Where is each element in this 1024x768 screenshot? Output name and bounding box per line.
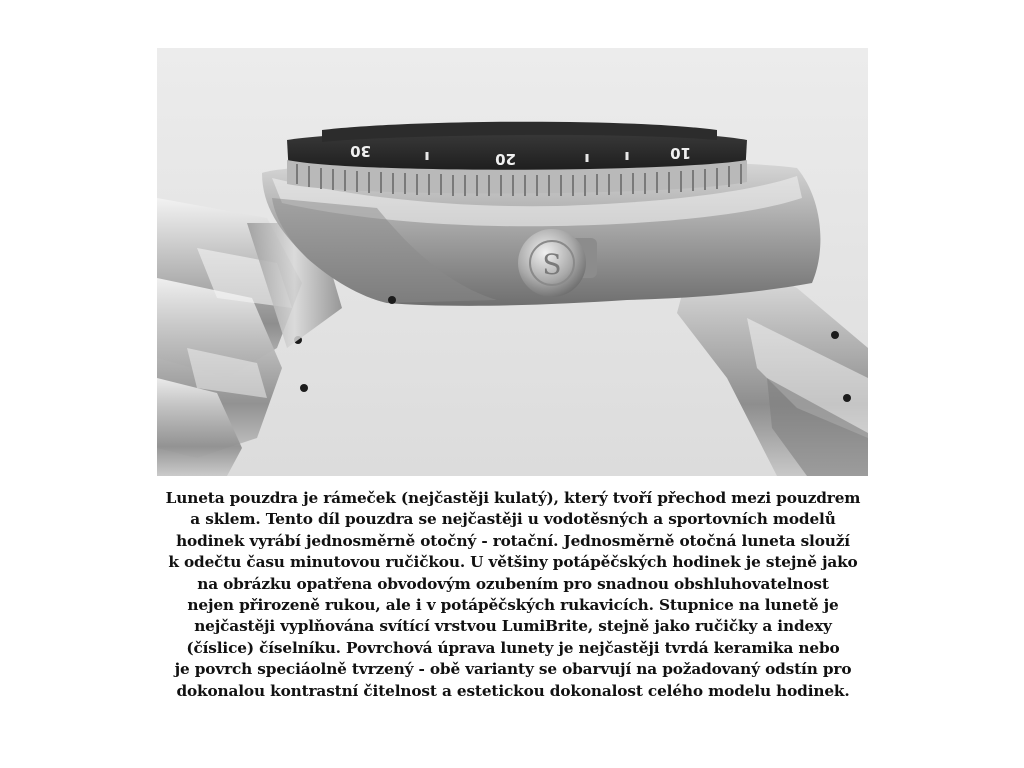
caption-line: nejčastěji vyplňována svítící vrstvou LumiBrite, stejně jako ručičky a indexy (194, 617, 832, 636)
watch-photo (157, 48, 868, 476)
bezel-numeral-30: 30 (350, 142, 371, 160)
caption-line: k odečtu času minutovou ručičkou. U většiny potápěčských hodinek je stejně jako (168, 553, 858, 572)
caption-line: hodinek vyrábí jednosměrně otočný - rotační. Jednosměrně otočná luneta slouží (176, 531, 850, 550)
caption-line: je povrch speciáolně tvrzený - obě varianty se obarvují na požadovaný odstín pro (174, 660, 852, 679)
bezel (287, 122, 747, 196)
caption-line: nejen přirozeně rukou, ale i v potápěčských rukavicích. Stupnice na lunetě je (187, 596, 839, 615)
caption-line: na obrázku opatřena obvodovým ozubením pro snadnou obshluhovatelnost (197, 574, 829, 593)
caption-line: a sklem. Tento díl pouzdra se nejčastěji u vodotěsných a sportovních modelů (190, 510, 836, 529)
caption-line: dokonalou kontrastní čitelnost a estetickou dokonalost celého modelu hodinek. (176, 681, 850, 700)
bezel-numeral-10: 10 (670, 144, 691, 162)
watch-illustration (157, 48, 868, 476)
crown-logo: S (542, 248, 562, 281)
caption-text (150, 488, 876, 702)
bezel-numeral-20: 20 (495, 150, 516, 168)
caption-line: (číslice) číselníku. Povrchová úprava lunety je nejčastěji tvrdá keramika nebo (186, 638, 840, 657)
caption-line: Luneta pouzdra je rámeček (nejčastěji kulatý), který tvoří přechod mezi pouzdrem (165, 489, 861, 507)
